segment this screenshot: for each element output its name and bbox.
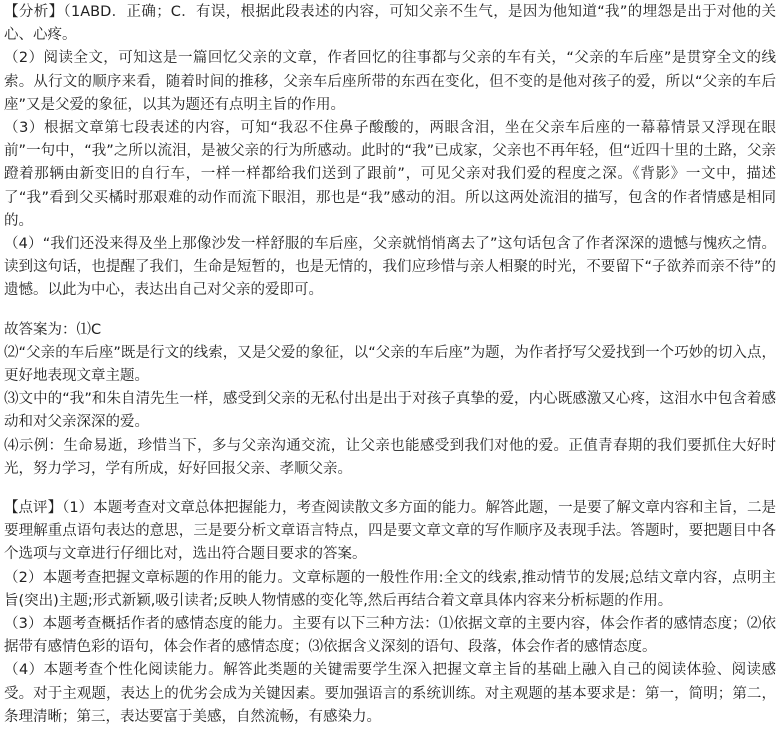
analysis-paragraph-2: （2）阅读全文，可知这是一篇回忆父亲的文章，作者回忆的往事都与父亲的车有关，“父亲的车后座”是贯穿全文的线索。从行文的顺序来看，随着时间的推移，父亲车后座所带的东西在变化，但不变的是他对孩子的爱，所以“父亲的车后座”又是父爱的象征，以其为题还有点明主旨的作用。 [4,50,776,113]
answer-line-3: ⑶文中的“我”和朱自清先生一样，感受到父亲的无私付出是出于对孩子真挚的爱，内心既感激又心疼，这泪水中包含着感动和对父亲深深的爱。 [4,391,776,431]
answer-line-1: 故答案为：⑴C [4,321,102,338]
analysis-paragraph-1: 【分析】（1ABD．正确；C．有误，根据此段表述的内容，可知父亲不生气，是因为他知道“我”的埋怨是出于对他的关心、心疼。 [4,4,776,44]
comment-paragraph-4: （4）本题考查个性化阅读能力。解答此类题的关键需要学生深入把握文章主旨的基础上融入自己的阅读体验、阅读感受。对于主观题，表达上的优劣会成为关键因素。要加强语言的系统训练。对主观题的基本要求是：第一，简明；第二，条理清晰；第三，表达要富于美感，自然流畅，有感染力。 [4,662,776,725]
comment-paragraph-2: （2）本题考查把握文章标题的作用的能力。文章标题的一般性作用:全文的线索,推动情节的发展;总结文章内容，点明主旨(突出)主题;形式新颖,吸引读者;反映人物情感的变化等,然后再结合着文章具体内容来分析标题的作用。 [4,569,776,609]
comment-section [4,497,776,729]
answer-line-2: ⑵“父亲的车后座”既是行文的线索，又是父爱的象征，以“父亲的车后座”为题，为作者抒写父爱找到一个巧妙的切入点，更好地表现文章主题。 [4,344,776,385]
comment-paragraph-3: （3）本题考查概括作者的感情态度的能力。主要有以下三种方法：⑴依据文章的主要内容，体会作者的感情态度；⑵依据带有感情色彩的语句，体会作者的感情态度；⑶依据含义深刻的语句、段落，体会作者的感情态度。 [4,616,776,656]
comment-paragraph-1: 【点评】（1）本题考查对文章总体把握能力，考查阅读散文多方面的能力。解答此题，一是要了解文章内容和主旨，二是要理解重点语句表达的意思，三是要分析文章语言特点，四是要文章文章的写作顺序及表现手法。答题时，要把题目中各个选项与文章进行仔细比对，选出符合题目要求的答案。 [4,500,776,563]
analysis-section [4,0,776,303]
answer-section [4,319,776,481]
analysis-paragraph-4: （4）“我们还没来得及坐上那像沙发一样舒服的车后座，父亲就悄悄离去了”这句话包含了作者深深的遗憾与愧疚之情。读到这句话，也提醒了我们，生命是短暂的，也是无情的，我们应珍惜与亲人相聚的时光，不要留下“子欲养而亲不待”的遗憾。以此为中心，表达出自己对父亲的爱即可。 [4,236,776,299]
analysis-paragraph-3: （3）根据文章第七段表述的内容，可知“我忍不住鼻子酸酸的，两眼含泪，坐在父亲车后座的一幕幕情景又浮现在眼前”一句中，“我”之所以流泪，是被父亲的行为所感动。此时的“我”已成家，父亲也不再年轻，但“近四十里的土路，父亲蹬着那辆由新变旧的自行车，一样一样都给我们送到了跟前”，可见父亲对我们爱的程度之深。《背影》一文中，描述了“我”看到父买橘时那艰难的动作而流下眼泪，那也是“我”感动的泪。所以这两处流泪的描写，包含的作者情感是相同的。 [4,120,776,229]
answer-line-4: ⑷示例：生命易逝，珍惜当下，多与父亲沟通交流，让父亲也能感受到我们对他的爱。正值青春期的我们要抓住大好时光，努力学习，学有所成，好好回报父亲、孝顺父亲。 [4,437,776,477]
